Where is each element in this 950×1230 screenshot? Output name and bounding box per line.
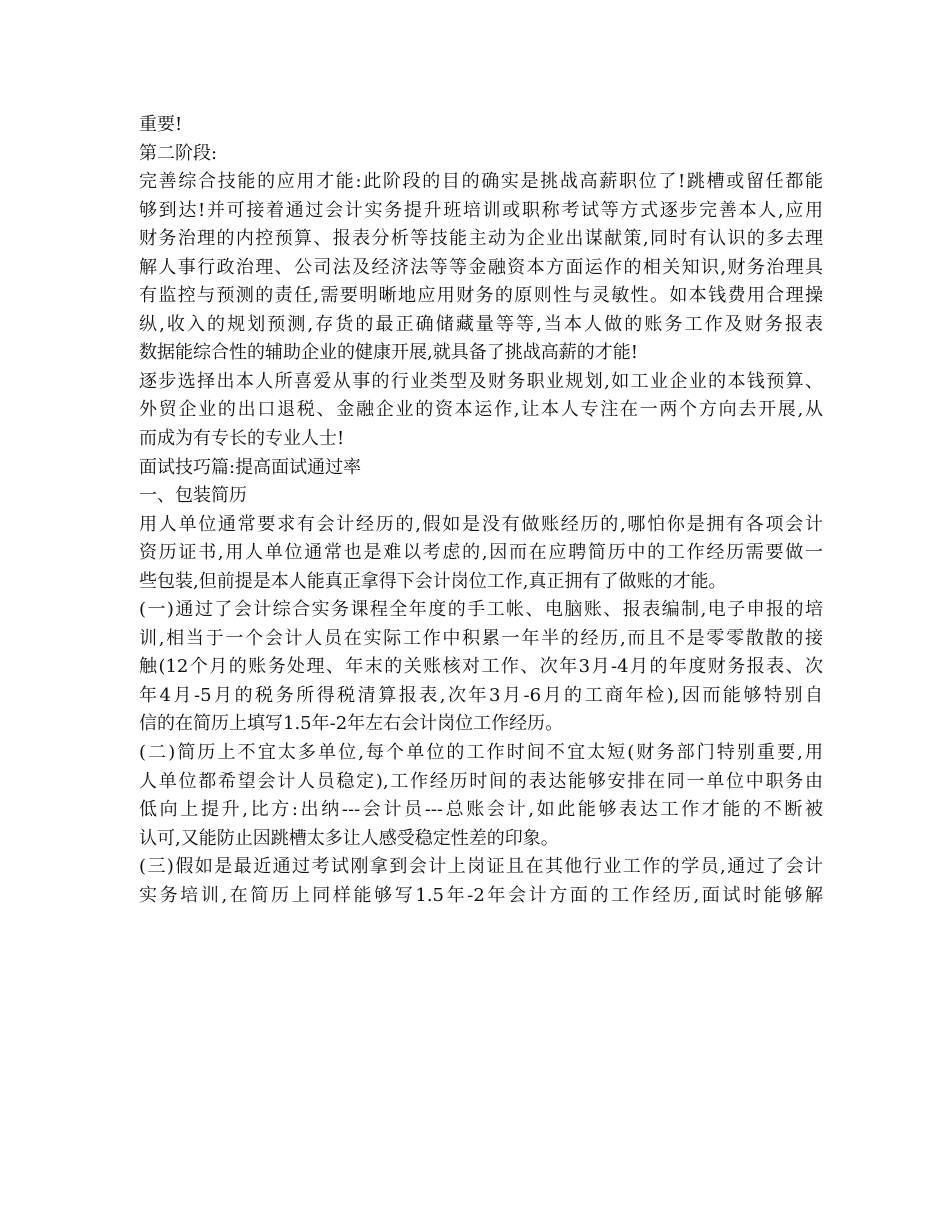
text-line: 触(12个月的账务处理、年末的关账核对工作、次年3月-4月的年度财务报表、次: [139, 656, 823, 678]
text-line: 用人单位通常要求有会计经历的,假如是没有做账经历的,哪怕你是拥有各项会计: [139, 513, 823, 535]
text-line: 低向上提升,比方:出纳---会计员---总账会计,如此能够表达工作才能的不断被: [139, 799, 823, 821]
document-page: [139, 111, 823, 910]
text-line: 逐步选择出本人所喜爱从事的行业类型及财务职业规划,如工业企业的本钱预算、: [139, 370, 823, 392]
text-line: 实务培训,在简历上同样能够写1.5年-2年会计方面的工作经历,面试时能够解: [139, 884, 823, 906]
text-line: 有监控与预测的责任,需要明晰地应用财务的原则性与灵敏性。如本钱费用合理操: [139, 285, 823, 307]
text-line: 认可,又能防止因跳槽太多让人感受稳定性差的印象。: [139, 827, 559, 849]
text-line: 外贸企业的出口退税、金融企业的资本运作,让本人专注在一两个方向去开展,从: [139, 399, 823, 421]
text-line: (三)假如是最近通过考试刚拿到会计上岗证且在其他行业工作的学员,通过了会计: [139, 856, 823, 878]
text-line: 解人事行政治理、公司法及经济法等等金融资本方面运作的相关知识,财务治理具: [139, 256, 823, 278]
text-line: (二)简历上不宜太多单位,每个单位的工作时间不宜太短(财务部门特别重要,用: [139, 742, 823, 764]
text-line: 人单位都希望会计人员稳定),工作经历时间的表达能够安排在同一单位中职务由: [139, 770, 823, 792]
text-line: 数据能综合性的辅助企业的健康开展,就具备了挑战高薪的才能!: [139, 342, 638, 364]
text-line: 够到达!并可接着通过会计实务提升班培训或职称考试等方式逐步完善本人,应用: [139, 199, 823, 221]
text-line: 财务治理的内控预算、报表分析等技能主动为企业出谋献策,同时有认识的多去理: [139, 228, 823, 250]
text-line: 第二阶段:: [139, 142, 218, 164]
text-line: 完善综合技能的应用才能:此阶段的目的确实是挑战高薪职位了!跳槽或留任都能: [139, 171, 823, 193]
text-line: 资历证书,用人单位通常也是难以考虑的,因而在应聘简历中的工作经历需要做一: [139, 542, 823, 564]
text-line: 信的在简历上填写1.5年-2年左右会计岗位工作经历。: [139, 713, 564, 735]
text-line: 面试技巧篇:提高面试通过率: [139, 456, 362, 478]
text-line: 训,相当于一个会计人员在实际工作中积累一年半的经历,而且不是零零散散的接: [139, 627, 823, 649]
text-line: 些包装,但前提是本人能真正拿得下会计岗位工作,真正拥有了做账的才能。: [139, 570, 727, 592]
text-line: 重要!: [139, 114, 183, 135]
text-line: (一)通过了会计综合实务课程全年度的手工帐、电脑账、报表编制,电子申报的培: [139, 599, 823, 621]
text-line: 纵,收入的规划预测,存货的最正确储藏量等等,当本人做的账务工作及财务报表: [139, 313, 823, 335]
text-line: 一、包装简历: [139, 485, 247, 507]
text-line: 而成为有专长的专业人士!: [139, 428, 345, 450]
text-line: 年4月-5月的税务所得税清算报表,次年3月-6月的工商年检),因而能够特别自: [139, 684, 823, 706]
